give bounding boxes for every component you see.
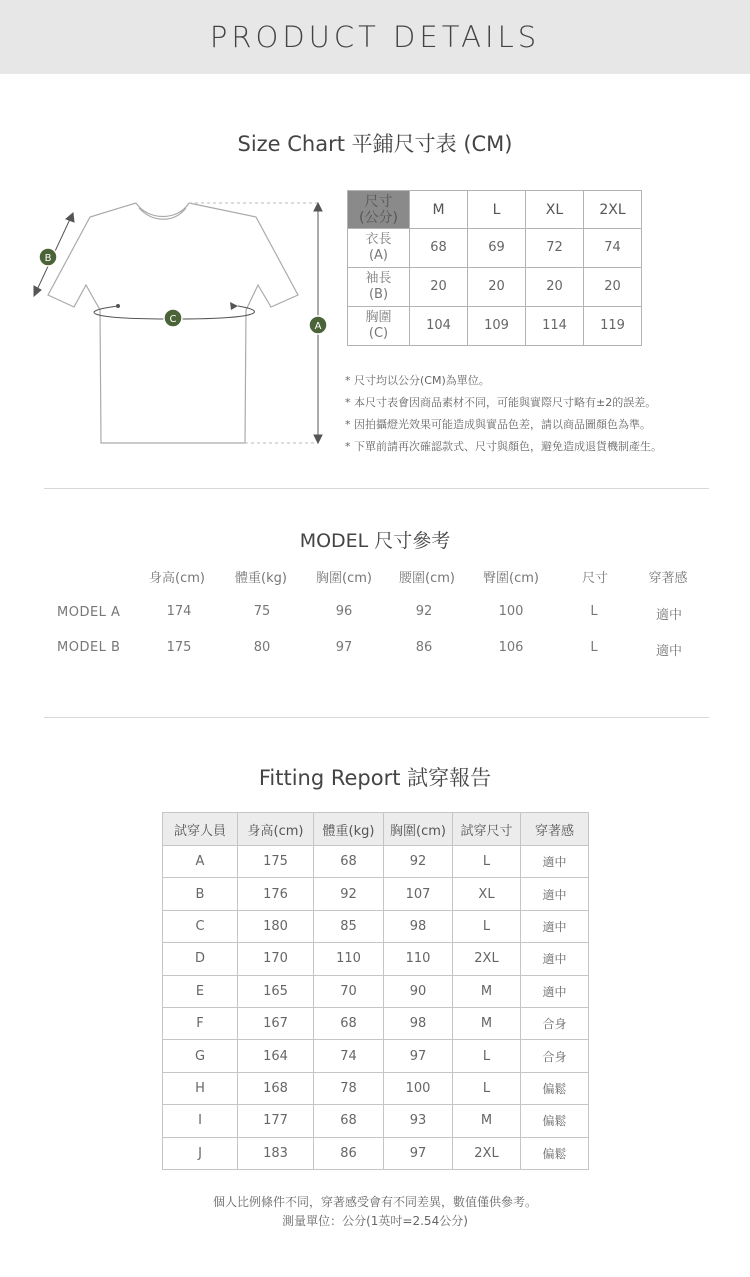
- model-col-header: 尺寸: [581, 571, 609, 586]
- divider: [44, 717, 709, 718]
- fit-row: C 180 85 98 L 適中: [163, 910, 589, 942]
- size-row-label: 袖長 (B): [348, 268, 410, 307]
- model-title: MODEL 尺寸參考: [299, 530, 451, 552]
- model-cell: 175: [166, 640, 192, 655]
- size-cell: 114: [526, 307, 584, 346]
- model-col-header: 身高(cm): [149, 571, 205, 586]
- size-chart-title: Size Chart 平鋪尺寸表 (CM): [237, 132, 513, 156]
- model-cell: 174: [166, 604, 192, 619]
- size-col-header: XL: [526, 191, 584, 229]
- fit-row: H 168 78 100 L 偏鬆: [163, 1072, 589, 1104]
- size-table: [347, 190, 642, 346]
- model-cell: L: [590, 640, 598, 655]
- size-cell: 109: [468, 307, 526, 346]
- fit-row: J 183 86 97 2XL 偏鬆: [163, 1137, 589, 1169]
- fit-col-header: 身高(cm): [238, 813, 314, 846]
- size-cell: 20: [468, 268, 526, 307]
- model-col-header: 腰圍(cm): [399, 571, 455, 586]
- size-cell: 69: [468, 229, 526, 268]
- model-cell: 適中: [655, 644, 683, 659]
- badge-c: [164, 309, 182, 327]
- fitting-title: Fitting Report 試穿報告: [258, 766, 492, 790]
- svg-text:A: A: [314, 321, 322, 332]
- model-cell: 92: [415, 604, 433, 619]
- fit-row: E 165 70 90 M 適中: [163, 975, 589, 1007]
- model-cell: 75: [253, 604, 271, 619]
- size-cell: 72: [526, 229, 584, 268]
- model-cell: 86: [415, 640, 433, 655]
- model-cell: 100: [498, 604, 524, 619]
- fit-col-header: 穿著感: [521, 813, 589, 846]
- size-row-label: 胸圍 (C): [348, 307, 410, 346]
- size-col-header: 2XL: [584, 191, 642, 229]
- fit-row: B 176 92 107 XL 適中: [163, 878, 589, 910]
- model-col-header: 胸圍(cm): [316, 571, 372, 586]
- size-cell: 20: [526, 268, 584, 307]
- fitting-table: [162, 812, 589, 1170]
- model-cell: 106: [498, 640, 524, 655]
- size-notes: [345, 370, 662, 458]
- page-header: [0, 0, 750, 74]
- model-cell: 80: [253, 640, 271, 655]
- size-cell: 20: [584, 268, 642, 307]
- model-name: MODEL B: [57, 640, 121, 655]
- size-corner-header: 尺寸 (公分): [348, 191, 410, 229]
- fit-col-header: 試穿人員: [163, 813, 238, 846]
- size-cell: 104: [410, 307, 468, 346]
- tshirt-diagram: [28, 195, 338, 455]
- size-cell: 119: [584, 307, 642, 346]
- model-name: MODEL A: [57, 605, 121, 620]
- fitting-footnote: 個人比例條件不同，穿著感受會有不同差異，數值僅供參考。: [212, 1195, 537, 1209]
- model-col-header: 穿著感: [648, 571, 688, 586]
- note-line: * 下單前請再次確認款式、尺寸與顏色，避免造成退貨機制產生。: [345, 440, 662, 453]
- badge-a: [309, 316, 327, 334]
- size-col-header: L: [468, 191, 526, 229]
- size-cell: 74: [584, 229, 642, 268]
- model-cell: L: [590, 604, 598, 619]
- fit-col-header: 胸圍(cm): [384, 813, 453, 846]
- size-col-header: M: [410, 191, 468, 229]
- fit-col-header: 試穿尺寸: [453, 813, 521, 846]
- note-line: * 因拍攝燈光效果可能造成與實品色差，請以商品圖顏色為準。: [345, 418, 651, 431]
- fit-row: A 175 68 92 L 適中: [163, 846, 589, 878]
- model-cell: 97: [335, 640, 353, 655]
- divider: [44, 488, 709, 489]
- model-col-header: 體重(kg): [235, 571, 287, 586]
- svg-text:C: C: [169, 314, 177, 325]
- badge-b: [39, 248, 57, 266]
- fit-row: F 167 68 98 M 合身: [163, 1007, 589, 1039]
- model-cell: 適中: [655, 608, 683, 623]
- page-title: PRODUCT DETAILS: [209, 20, 541, 54]
- measurement-unit-note: 測量單位：公分(1英吋=2.54公分): [282, 1214, 468, 1228]
- fit-row: G 164 74 97 L 合身: [163, 1040, 589, 1072]
- size-cell: 20: [410, 268, 468, 307]
- fit-row: I 177 68 93 M 偏鬆: [163, 1105, 589, 1137]
- fit-col-header: 體重(kg): [314, 813, 384, 846]
- model-cell: 96: [335, 604, 353, 619]
- model-col-header: 臀圍(cm): [483, 571, 539, 586]
- fit-row: D 170 110 110 2XL 適中: [163, 943, 589, 975]
- note-line: * 本尺寸表會因商品素材不同，可能與實際尺寸略有±2的誤差。: [345, 396, 657, 409]
- size-cell: 68: [410, 229, 468, 268]
- size-row-label: 衣長 (A): [348, 229, 410, 268]
- note-line: * 尺寸均以公分(CM)為單位。: [345, 374, 490, 387]
- svg-text:B: B: [44, 253, 52, 264]
